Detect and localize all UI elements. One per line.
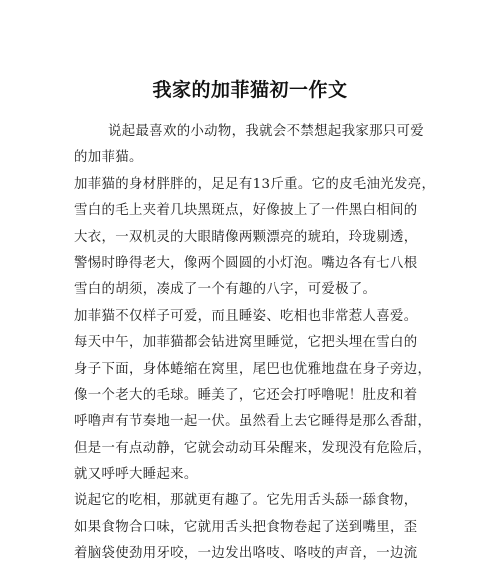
- text-line: 的加菲猫。: [74, 150, 143, 166]
- text-line: 说起它的吃相，那就更有趣了。它先用舌头舔一舔食物，: [74, 493, 418, 509]
- text-line: 说起最喜欢的小动物，我就会不禁想起我家那只可爱: [108, 124, 425, 139]
- text-line: 像一个老大的毛球。睡美了，它还会打呼噜呢！肚皮和着: [74, 387, 418, 403]
- text-line: 如果食物合口味，它就用舌头把食物卷起了送到嘴里，歪: [74, 519, 418, 535]
- text-line: 身子下面，身体蜷缩在窝里，尾巴也优雅地盘在身子旁边，: [74, 361, 432, 377]
- document-body: [74, 119, 436, 566]
- text-line: 雪白的胡须，凑成了一个有趣的八字，可爱极了。: [74, 282, 377, 298]
- text-line: 雪白的毛上夹着几块黑斑点，好像披上了一件黑白相间的: [74, 203, 418, 219]
- text-line: 就又呼呼大睡起来。: [74, 467, 198, 483]
- text-line: 大衣，一双机灵的大眼睛像两颗漂亮的琥珀，玲珑剔透，: [74, 229, 418, 245]
- text-line: 着脑袋使劲用牙咬，一边发出咯吱、咯吱的声音，一边流: [74, 546, 418, 562]
- text-line: 但是一有点动静，它就会动动耳朵醒来，发现没有危险后，: [74, 440, 432, 456]
- text-line: 加菲猫不仅样子可爱，而且睡姿、吃相也非常惹人喜爱。: [74, 308, 418, 324]
- text-line: 加菲猫的身材胖胖的，足足有13斤重。它的皮毛油光发亮，: [74, 176, 436, 192]
- text-line: 每天中午，加菲猫都会钻进窝里睡觉，它把头埋在雪白的: [74, 335, 418, 351]
- text-line: 警惕时睁得老大，像两个圆圆的小灯泡。嘴边各有七八根: [74, 255, 418, 271]
- text-line: 呼噜声有节奏地一起一伏。虽然看上去它睡得是那么香甜，: [74, 414, 432, 430]
- document-title: 我家的加菲猫初一作文: [152, 79, 348, 101]
